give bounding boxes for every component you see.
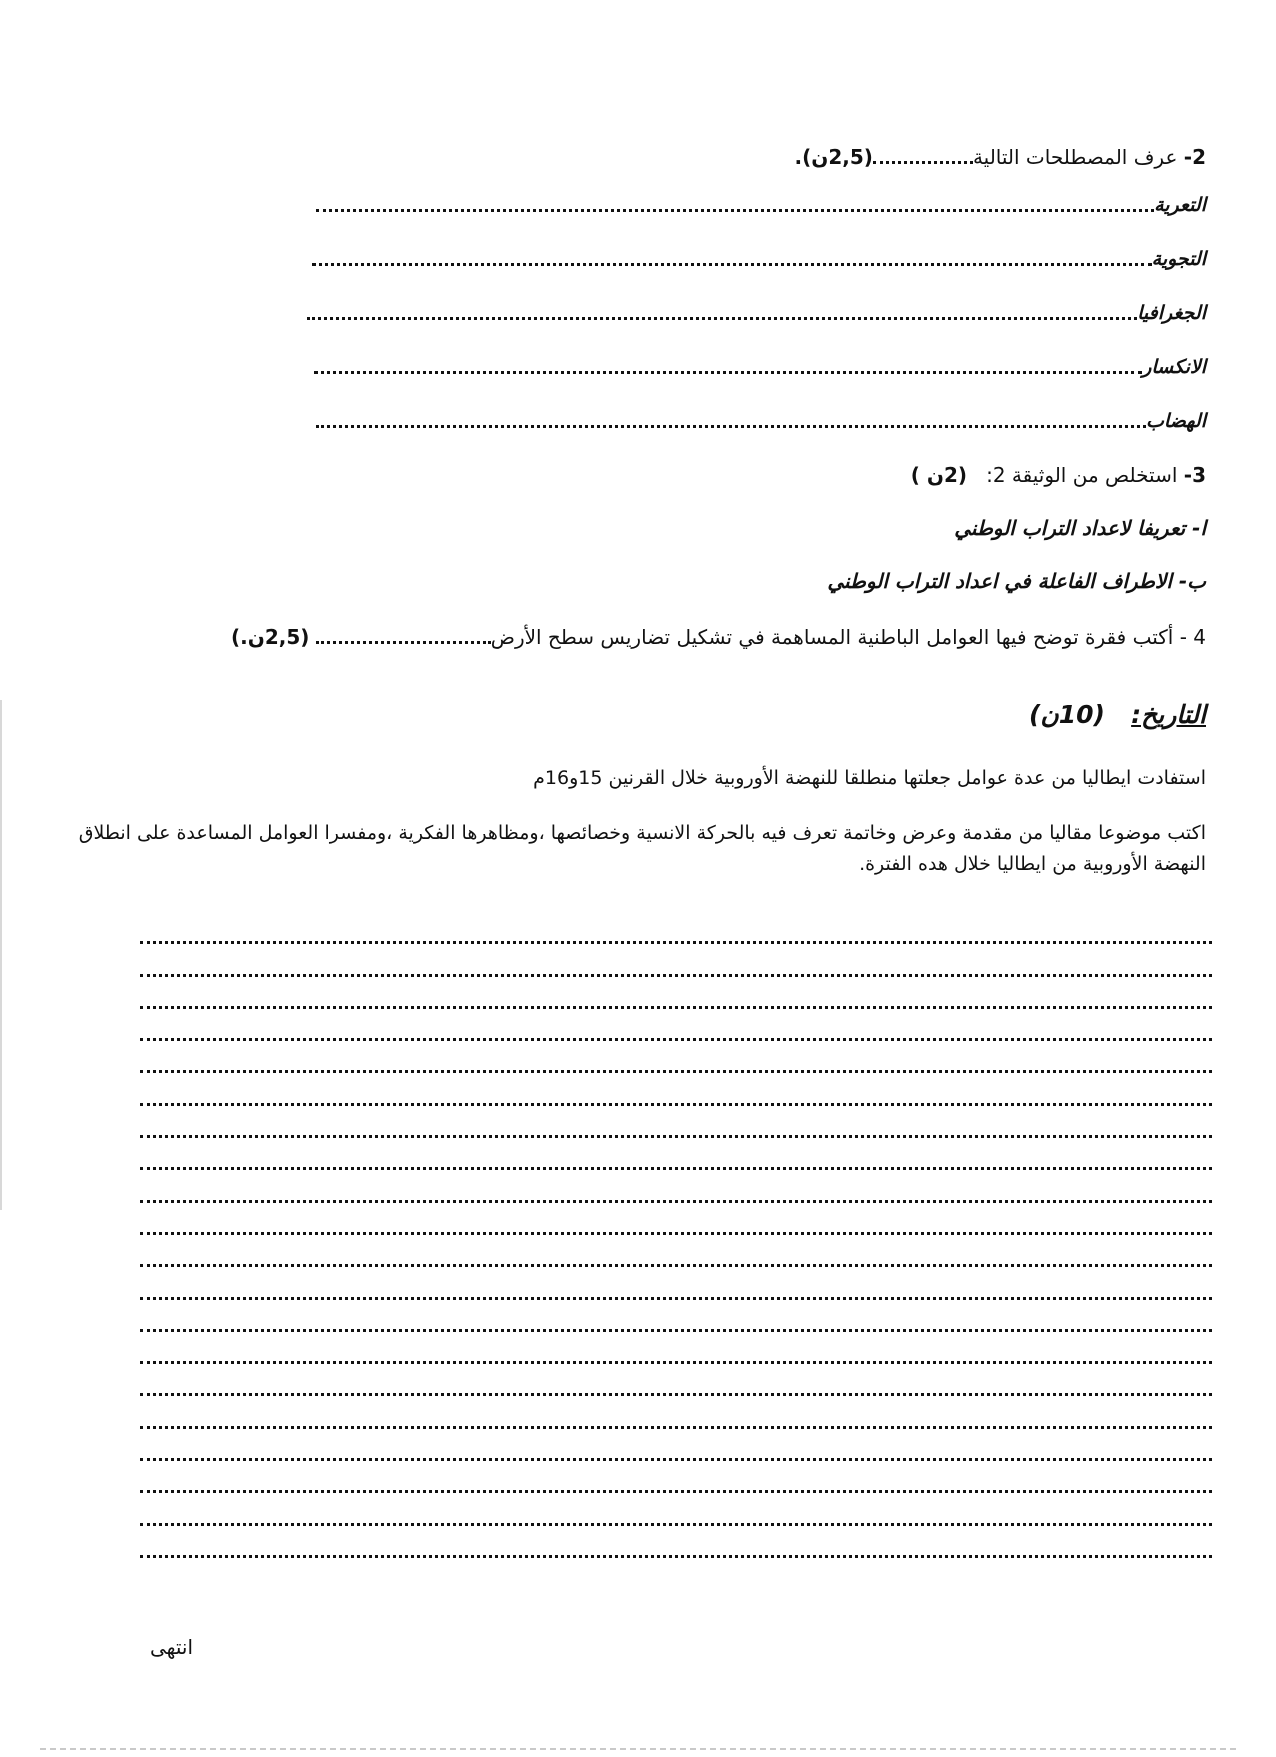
answer-line — [140, 1170, 1212, 1202]
term-row-5 — [316, 406, 1206, 436]
term-row-2 — [312, 244, 1206, 274]
answer-dotted-line — [316, 209, 1154, 212]
answer-dotted-line — [314, 371, 1142, 374]
term-row-1 — [316, 190, 1206, 220]
answer-line — [140, 1203, 1212, 1235]
answer-line — [140, 1138, 1212, 1170]
question-4-points: (2,5ن.) — [231, 625, 310, 649]
answer-line — [140, 1073, 1212, 1105]
question-3-number: 3- — [1183, 463, 1206, 487]
answer-line — [140, 1429, 1212, 1461]
answer-dotted-line — [316, 425, 1146, 428]
question-3-item-a: ا- تعريفا لاعداد التراب الوطني — [954, 516, 1206, 540]
history-intro: استفادت ايطاليا من عدة عوامل جعلتها منطلقا للنهضة الأوروبية خلال القرنين 15و16م — [533, 767, 1206, 789]
history-task: اكتب موضوعا مقاليا من مقدمة وعرض وخاتمة تعرف فيه بالحركة الانسية وخصائصها ،ومظاهرها الفكرية ،ومفسرا العوامل المساعدة على انطلاق النهضة الأوروبية من ايطاليا خلال هده الفترة. — [78, 822, 1206, 875]
term-row-4 — [314, 352, 1206, 382]
scan-bottom-artifact — [40, 1748, 1236, 1750]
answer-line — [140, 1493, 1212, 1525]
answer-line — [140, 1526, 1212, 1558]
answer-line — [140, 944, 1212, 976]
question-4-text: أكتب فقرة توضح فيها العوامل الباطنية المساهمة في تشكيل تضاريس سطح الأرض — [490, 625, 1174, 649]
end-text: انتهى — [150, 1635, 194, 1659]
answer-line — [140, 1041, 1212, 1073]
term-label: التعرية — [1154, 194, 1206, 216]
question-2 — [795, 142, 1206, 172]
question-2-points: (2,5ن). — [794, 145, 873, 169]
answer-line — [140, 1235, 1212, 1267]
answer-line — [140, 1267, 1212, 1299]
answer-area — [140, 912, 1212, 1558]
answer-line — [140, 1332, 1212, 1364]
term-label: التجوية — [1151, 248, 1206, 270]
answer-dotted-line — [312, 263, 1152, 266]
question-4 — [231, 622, 1206, 652]
question-3-text: استخلص من الوثيقة 2: — [986, 463, 1178, 487]
scan-edge-artifact — [0, 700, 2, 1210]
history-section-title — [1029, 700, 1206, 729]
dotted-fill — [316, 627, 491, 644]
history-title: التاريخ: — [1131, 700, 1206, 729]
term-label: الجغرافيا — [1137, 302, 1206, 324]
answer-line — [140, 1009, 1212, 1041]
question-2-text: عرف المصطلحات التالية — [972, 145, 1178, 169]
answer-line — [140, 977, 1212, 1009]
answer-line — [140, 1364, 1212, 1396]
question-3 — [911, 460, 1206, 490]
answer-line — [140, 912, 1212, 944]
answer-dotted-line — [307, 317, 1137, 320]
question-4-number: 4 - — [1179, 625, 1206, 649]
term-label: الانكسار — [1142, 356, 1206, 378]
question-3-points: (2ن ) — [910, 463, 968, 487]
answer-line — [140, 1106, 1212, 1138]
history-points: (10ن) — [1028, 700, 1105, 729]
dotted-fill — [873, 147, 973, 164]
answer-line — [140, 1396, 1212, 1428]
answer-line — [140, 1300, 1212, 1332]
question-2-number: 2- — [1183, 145, 1206, 169]
term-row-3 — [307, 298, 1206, 328]
question-3-item-b: ب- الاطراف الفاعلة في اعداد التراب الوطني — [827, 569, 1206, 593]
term-label: الهضاب — [1146, 410, 1206, 432]
answer-line — [140, 1461, 1212, 1493]
